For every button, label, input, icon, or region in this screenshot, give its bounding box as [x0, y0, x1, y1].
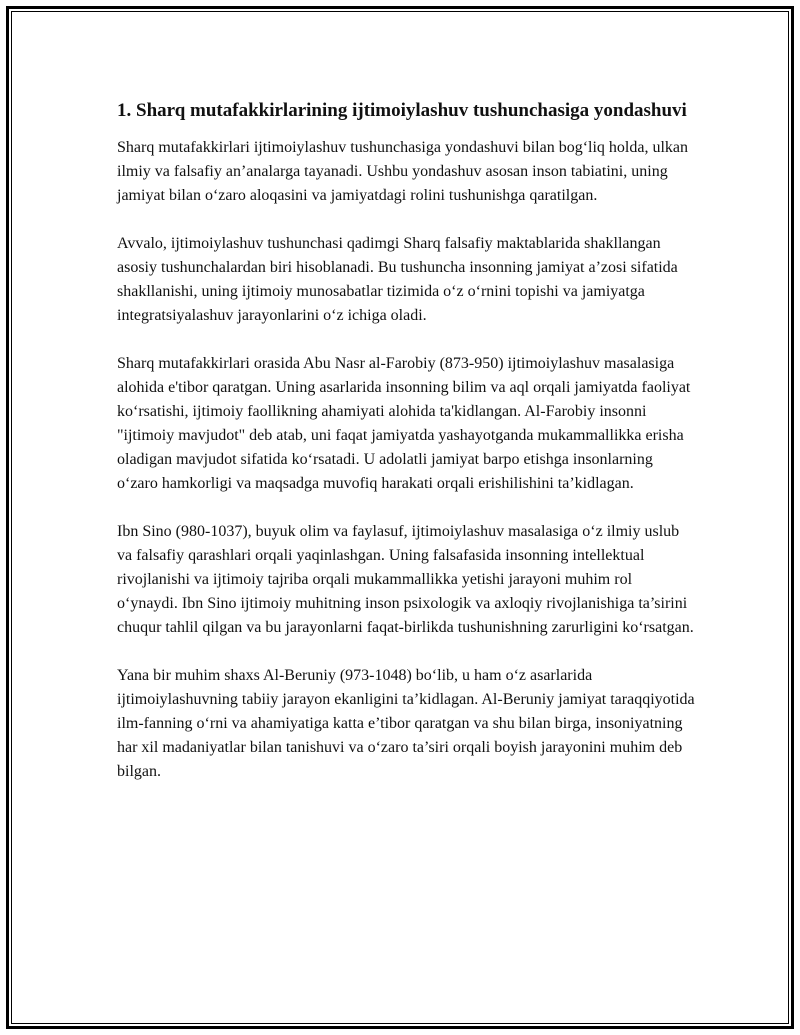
document-body [117, 98, 695, 808]
paragraph-ibn-sino: Ibn Sino (980-1037), buyuk olim va faylasuf, ijtimoiylashuv masalasiga o‘z ilmiy uslub va falsafiy qarashlari orqali yaqinlashgan. Uning falsafasida insonning intellektual rivojlanishi va ijtimoiy tajriba orqali mukammallikka yetishi jarayoni muhim rol o‘ynaydi. Ibn Sino ijtimoiy muhitning inson psixologik va axloqiy rivojlanishiga ta’sirini chuqur tahlil qilgan va bu jarayonlarni faqat-birlikda tushunishning zarurligini ko‘rsatgan. [117, 523, 694, 636]
section-heading: 1. Sharq mutafakkirlarining ijtimoiylashuv tushunchasiga yondashuvi [117, 100, 687, 121]
paragraph-concept: Avvalo, ijtimoiylashuv tushunchasi qadimgi Sharq falsafiy maktablarida shakllangan asosiy tushunchalardan biri hisoblanadi. Bu tushuncha insonning jamiyat a’zosi sifatida shakllanishi, uning ijtimoiy munosabatlar tizimida o‘z o‘rnini topishi va jamiyatga integratsiyalashuv jarayonlarini o‘z ichiga oladi. [117, 235, 678, 324]
paragraph-beruniy: Yana bir muhim shaxs Al-Beruniy (973-1048) bo‘lib, u ham o‘z asarlarida ijtimoiylashuvning tabiiy jarayon ekanligini ta’kidlagan. Al-Beruniy jamiyat taraqqiyotida ilm-fanning o‘rni va ahamiyatiga katta e’tibor qaratgan va shu bilan birga, insoniyatning har xil madaniyatlar bilan tanishuvi va o‘zaro ta’siri orqali boyish jarayonini muhim deb bilgan. [117, 667, 695, 780]
paragraph-intro: Sharq mutafakkirlari ijtimoiylashuv tushunchasiga yondashuvi bilan bog‘liq holda, ulkan ilmiy va falsafiy an’analarga tayanadi. Ushbu yondashuv asosan inson tabiatini, uning jamiyat bilan o‘zaro aloqasini va jamiyatdagi rolini tushunishga qaratilgan. [117, 139, 689, 204]
page-frame [6, 6, 794, 1029]
paragraph-farobiy: Sharq mutafakkirlari orasida Abu Nasr al-Farobiy (873-950) ijtimoiylashuv masalasiga alohida e'tibor qaratgan. Uning asarlarida insonning bilim va aql orqali jamiyatda faoliyat ko‘rsatishi, ijtimoiy faollikning ahamiyati alohida ta'kidlangan. Al-Farobiy insonni "ijtimoiy mavjudot" deb atab, uni faqat jamiyatda yashayotganda mukammallikka erisha oladigan mavjudot sifatida ko‘rsatadi. U adolatli jamiyat barpo etishga insonlarning o‘zaro hamkorligi va maqsadga muvofiq harakati orqali erishilishini ta’kidlagan. [117, 355, 691, 492]
